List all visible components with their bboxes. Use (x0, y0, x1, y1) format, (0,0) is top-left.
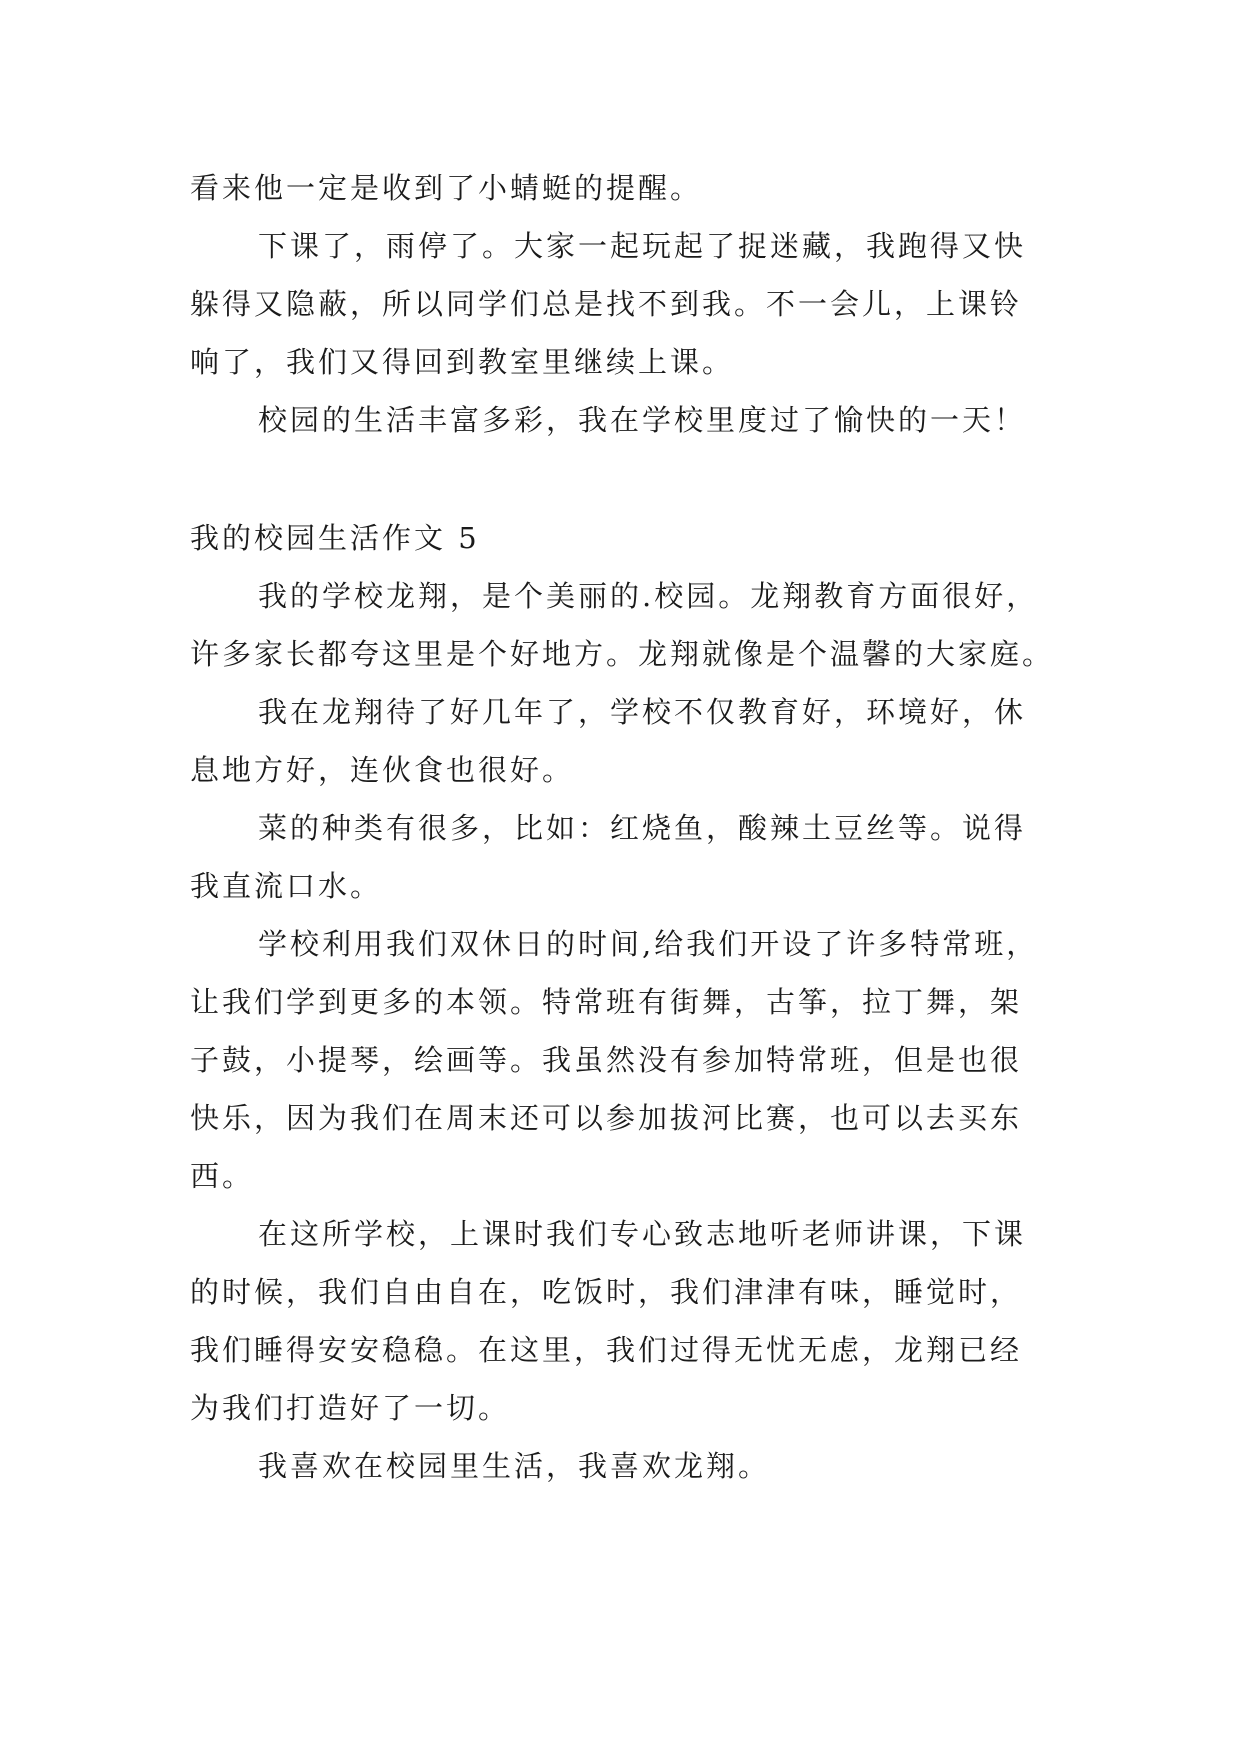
text-line: 息地方好，连伙食也很好。 (190, 753, 575, 787)
paragraph-start: 我在龙翔待了好几年了，学校不仅教育好，环境好，休 (258, 695, 1027, 729)
text-line: 让我们学到更多的本领。特常班有街舞，古筝，拉丁舞，架 (190, 985, 1023, 1019)
text-line: 快乐，因为我们在周末还可以参加拔河比赛，也可以去买东 (190, 1101, 1023, 1135)
text-line: 躲得又隐蔽，所以同学们总是找不到我。不一会儿，上课铃 (190, 287, 1023, 321)
paragraph-start: 菜的种类有很多，比如：红烧鱼，酸辣土豆丝等。说得 (258, 811, 1027, 845)
essay-title: 我的校园生活作文 5 (190, 521, 480, 555)
text-line: 我直流口水。 (190, 869, 383, 903)
paragraph-start: 我的学校龙翔，是个美丽的.校园。龙翔教育方面很好， (258, 579, 1039, 613)
paragraph-start: 在这所学校，上课时我们专心致志地听老师讲课，下课 (258, 1217, 1027, 1251)
paragraph-start: 下课了，雨停了。大家一起玩起了捉迷藏，我跑得又快 (258, 229, 1027, 263)
text-line: 许多家长都夸这里是个好地方。龙翔就像是个温馨的大家庭。 (190, 637, 1055, 671)
text-line: 响了，我们又得回到教室里继续上课。 (190, 345, 735, 379)
paragraph-start: 校园的生活丰富多彩，我在学校里度过了愉快的一天！ (258, 403, 1027, 437)
text-line: 的时候，我们自由自在，吃饭时，我们津津有味，睡觉时， (190, 1275, 1023, 1309)
paragraph-start: 学校利用我们双休日的时间,给我们开设了许多特常班， (258, 927, 1039, 961)
text-line: 西。 (190, 1159, 255, 1193)
section-gap (190, 449, 1061, 509)
text-line: 我们睡得安安稳稳。在这里，我们过得无忧无虑，龙翔已经 (190, 1333, 1023, 1367)
text-line: 子鼓，小提琴，绘画等。我虽然没有参加特常班，但是也很 (190, 1043, 1023, 1077)
text-line: 为我们打造好了一切。 (190, 1391, 511, 1425)
paragraph-start: 我喜欢在校园里生活，我喜欢龙翔。 (258, 1449, 771, 1483)
text-line: 看来他一定是收到了小蜻蜓的提醒。 (190, 171, 703, 205)
